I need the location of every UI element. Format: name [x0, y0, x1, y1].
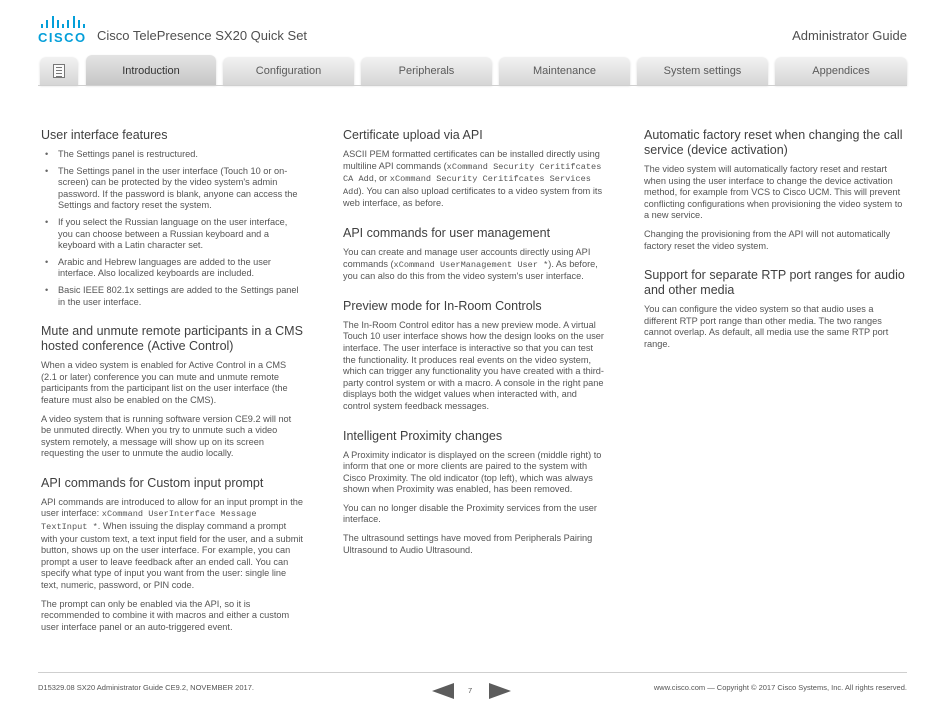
text: You can create and manage user accounts directly using API commands (: [343, 246, 591, 269]
list-item: • The Settings panel in the user interface (Touch 10 or on-screen) can be protected by the video system's admin password. If the password is blank, anyone can access the Settings and factory reset the system.: [41, 166, 303, 212]
section-user-interface-features: [41, 128, 303, 308]
list-item: • If you select the Russian language on the user interface, you can choose between a Russian keyboard and a keyboard with a Latin character set.: [41, 217, 303, 252]
triangle-right-icon[interactable]: [489, 683, 511, 699]
section-heading: Automatic factory reset when changing the call service (device activation): [644, 128, 903, 157]
column-2: [343, 128, 605, 572]
text: . When issuing the display command a prompt with your custom text, a text input field for the user, and a submit button, shows up on the user interface. For example, you can prompt a user to leave feedback after an ended call. You can specify what type of input you want from the user: single line text, numeric, password, or PIN code.: [41, 521, 303, 591]
cisco-logo: [38, 16, 88, 44]
column-3: [644, 128, 906, 367]
document-id: D15329.08 SX20 Administrator Guide CE9.2, NOVEMBER 2017.: [38, 683, 254, 692]
code-snippet: xCommand UserInterface Message TextInput *: [41, 509, 257, 533]
paragraph: You can configure the video system so that audio uses a different RTP port range than other media. The two ranges cannot overlap. As default, all media use the same RTP port range.: [644, 304, 889, 349]
tab-introduction[interactable]: Introduction: [86, 55, 216, 85]
paragraph: When a video system is enabled for Active Control in a CMS (2.1 or later) conference you can mute and unmute remote participants from the participant list on the user interface (the feature must also be enabled on the CMS).: [41, 360, 288, 405]
paragraph: The In-Room Control editor has a new preview mode. A virtual Touch 10 user interface shows how the design looks on the user interface. The user interface is interactive so that you can test the functionality. It produces real events on the video system, which can trigger any functionality you have created with a third-party control system or with a macro. A console in the right pane displays both the widget values when interacted with, and control system feedback messages.: [343, 319, 604, 411]
paragraph: The video system will automatically factory reset and restart when using the user interface to change the device activation method, for example from VCS to Cisco UCM. This will prevent conflicting configurations when provisioning the video system to a new service.: [644, 164, 903, 221]
list-item: • Arabic and Hebrew languages are added to the user interface. Also localized keyboards are included.: [41, 257, 303, 280]
paragraph: Changing the provisioning from the API will not automatically factory reset the video system.: [644, 228, 891, 251]
cisco-logo-text: CISCO: [38, 30, 87, 45]
section-heading: Certificate upload via API: [343, 128, 483, 142]
text: ). As before, you can also do this from the video system's user interface.: [343, 258, 598, 282]
section-heading: User interface features: [41, 128, 168, 142]
footer-divider: [38, 672, 907, 673]
copyright: www.cisco.com — Copyright © 2017 Cisco Systems, Inc. All rights reserved.: [653, 683, 907, 692]
section-heading: API commands for Custom input prompt: [41, 475, 264, 490]
section-heading: Support for separate RTP port ranges for audio and other media: [644, 268, 905, 298]
text: , or: [373, 173, 390, 184]
nav-divider: [38, 85, 907, 86]
code-snippet: xCommand Security Ceritifcates Services Add: [343, 174, 591, 197]
section-heading: Preview mode for In-Room Controls: [343, 298, 542, 313]
menu-icon: [53, 64, 65, 78]
tab-peripherals[interactable]: Peripherals: [361, 57, 492, 85]
list-item: • Basic IEEE 802.1x settings are added to the Settings panel in the user interface.: [41, 285, 303, 308]
section-preview-mode: [343, 299, 605, 413]
section-heading: Mute and unmute remote participants in a CMS hosted conference (Active Control): [41, 324, 303, 354]
section-certificate-upload: [343, 128, 605, 210]
page-number: 7: [468, 686, 473, 695]
cisco-bars-icon: [41, 16, 85, 28]
section-custom-input-prompt: [41, 476, 303, 634]
text: ASCII PEM formatted certificates can be installed directly using multiline API commands (: [343, 149, 600, 171]
section-rtp-port-ranges: [644, 268, 906, 350]
tab-system-settings[interactable]: System settings: [637, 57, 768, 85]
section-automatic-factory-reset: [644, 128, 906, 252]
text: API commands are introduced to allow for an input prompt in the user interface:: [41, 496, 303, 519]
code-snippet: xCommand Security Ceritifcates CA Add: [343, 161, 602, 185]
section-heading: Intelligent Proximity changes: [343, 428, 503, 443]
list-item: • The Settings panel is restructured.: [41, 149, 303, 161]
section-intelligent-proximity: [343, 429, 605, 557]
guide-title: Administrator Guide: [792, 28, 907, 43]
product-title: Cisco TelePresence SX20 Quick Set: [97, 28, 308, 43]
paragraph: A video system that is running software version CE9.2 will not be unmuted directly. When you try to unmute such a video system remotely, a message will show up on its screen requesting the user to unmute the audio locally.: [41, 413, 292, 459]
text: ). You can also upload certificates to a video system from its web interface, as before.: [343, 185, 603, 209]
section-heading: API commands for user management: [343, 225, 551, 240]
code-snippet: xCommand UserManagement User *: [393, 259, 549, 270]
paragraph: [343, 149, 605, 210]
tab-maintenance[interactable]: Maintenance: [499, 57, 630, 85]
paragraph: The prompt can only be enabled via the API, so it is recommended to combine it with macros and either a custom user interface panel or an auto-triggered event.: [41, 598, 290, 632]
paragraph: [41, 497, 303, 592]
paragraph: You can no longer disable the Proximity services from the user interface.: [343, 502, 597, 525]
section-mute-unmute: [41, 324, 303, 460]
menu-button[interactable]: [40, 57, 78, 85]
paragraph: The ultrasound settings have moved from Peripherals Pairing Ultrasound to Audio Ultrasound.: [343, 533, 593, 555]
tab-configuration[interactable]: Configuration: [223, 57, 354, 85]
triangle-left-icon[interactable]: [432, 683, 454, 699]
paragraph: [343, 247, 605, 283]
feature-list: [41, 149, 303, 308]
paragraph: A Proximity indicator is displayed on the screen (middle right) to inform that one or more clients are paired to the system with Cisco Proximity. The old indicator (top left), which was always shown when Proximity was enabled, has been removed.: [343, 449, 602, 495]
tab-appendices[interactable]: Appendices: [775, 57, 907, 85]
column-1: [41, 128, 303, 649]
section-user-management: [343, 226, 605, 283]
